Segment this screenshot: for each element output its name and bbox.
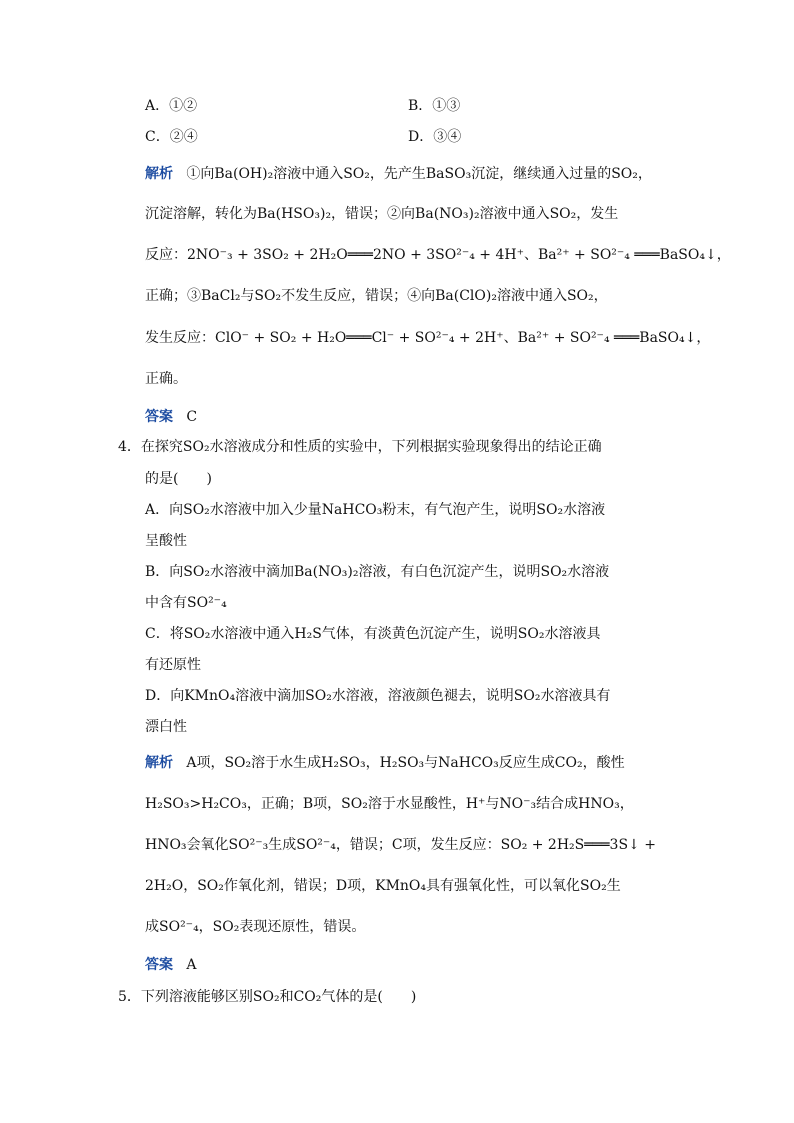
q4-option-c-line-1: C．将SO₂水溶液中通入H₂S气体，有淡黄色沉淀产生，说明SO₂水溶液具 — [145, 626, 601, 642]
q4-analysis-line-5: 成SO²⁻₄，SO₂表现还原性，错误。 — [145, 919, 366, 935]
q4-option-d-line-1: D．向KMnO₄溶液中滴加SO₂水溶液，溶液颜色褪去，说明SO₂水溶液具有 — [145, 688, 611, 704]
q4-answer-label: 答案 — [145, 957, 173, 973]
q4-answer-value: A — [186, 957, 197, 973]
q4-analysis-line-3: HNO₃会氧化SO²⁻₃生成SO²⁻₄，错误；C项，发生反应：SO₂ + 2H₂S═══3S↓ + — [145, 837, 656, 853]
q4-analysis-line-2: H₂SO₃>H₂CO₃，正确；B项，SO₂溶于水显酸性，H⁺与NO⁻₃结合成HNO₃， — [145, 796, 634, 812]
q4-analysis-text-1: A项，SO₂溶于水生成H₂SO₃，H₂SO₃与NaHCO₃反应生成CO₂，酸性 — [186, 755, 625, 771]
q3-analysis-line-1 — [145, 164, 652, 184]
q3-option-d: D．③④ — [408, 129, 462, 145]
q3-answer — [145, 407, 197, 427]
q3-analysis-line-3: 反应：2NO⁻₃ + 3SO₂ + 2H₂O═══2NO + 3SO²⁻₄ + 4H⁺、Ba²⁺ + SO²⁻₄ ═══BaSO₄↓， — [145, 247, 731, 263]
q3-analysis-text-1: ①向Ba(OH)₂溶液中通入SO₂，先产生BaSO₃沉淀，继续通入过量的SO₂， — [186, 166, 652, 182]
q3-analysis-label: 解析 — [145, 166, 173, 182]
q5-stem: 5．下列溶液能够区别SO₂和CO₂气体的是( ) — [118, 989, 417, 1005]
q4-option-b-line-2: 中含有SO²⁻₄ — [145, 595, 227, 611]
q4-analysis-line-4: 2H₂O，SO₂作氧化剂，错误；D项，KMnO₄具有强氧化性，可以氧化SO₂生 — [145, 878, 621, 894]
q4-option-c-line-2: 有还原性 — [145, 657, 201, 673]
q3-option-c: C．②④ — [145, 129, 198, 145]
q3-answer-value: C — [186, 409, 198, 425]
q3-analysis-line-5: 发生反应：ClO⁻ + SO₂ + H₂O═══Cl⁻ + SO²⁻₄ + 2H⁺、Ba²⁺ + SO²⁻₄ ═══BaSO₄↓， — [145, 330, 711, 346]
q4-stem-line-1: 4．在探究SO₂水溶液成分和性质的实验中，下列根据实验现象得出的结论正确 — [118, 439, 602, 455]
q4-option-d-line-2: 漂白性 — [145, 719, 187, 735]
q3-analysis-line-6: 正确。 — [145, 371, 187, 387]
q3-analysis-line-2: 沉淀溶解，转化为Ba(HSO₃)₂，错误；②向Ba(NO₃)₂溶液中通入SO₂，发生 — [145, 206, 619, 222]
q4-stem-line-2: 的是( ) — [145, 471, 212, 487]
q4-analysis-line-1 — [145, 753, 625, 773]
q4-option-a-line-1: A．向SO₂水溶液中加入少量NaHCO₃粉末，有气泡产生，说明SO₂水溶液 — [145, 502, 606, 518]
q3-option-b: B．①③ — [408, 98, 461, 114]
q3-option-a: A．①② — [145, 98, 198, 114]
q4-analysis-label: 解析 — [145, 755, 173, 771]
q3-answer-label: 答案 — [145, 409, 173, 425]
q3-analysis-line-4: 正确；③BaCl₂与SO₂不发生反应，错误；④向Ba(ClO)₂溶液中通入SO₂， — [145, 288, 608, 304]
q4-option-b-line-1: B．向SO₂水溶液中滴加Ba(NO₃)₂溶液，有白色沉淀产生，说明SO₂水溶液 — [145, 564, 610, 580]
q4-option-a-line-2: 呈酸性 — [145, 533, 187, 549]
q4-answer — [145, 955, 196, 975]
